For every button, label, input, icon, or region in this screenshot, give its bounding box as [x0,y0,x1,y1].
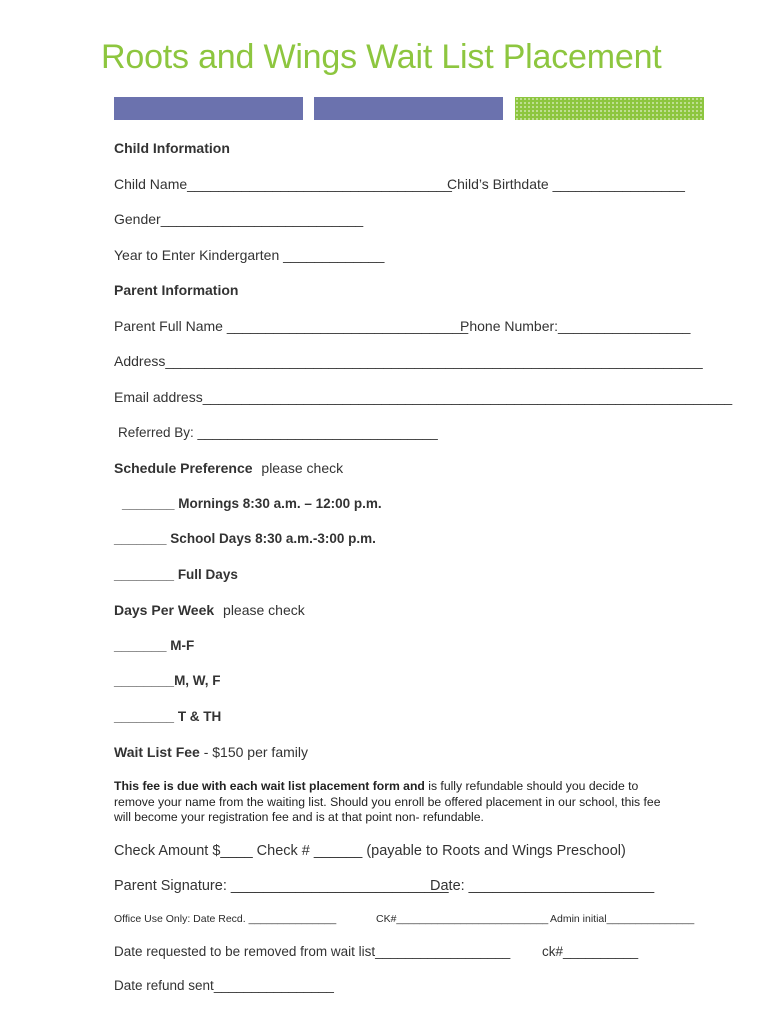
schedule-option-school-days[interactable]: _______ School Days 8:30 a.m.-3:00 p.m. [114,531,376,546]
removal-date-field[interactable]: Date requested to be removed from wait list__________________ [114,944,511,959]
parent-name-field[interactable]: Parent Full Name _______________________________ [114,318,469,334]
header-bar-blue-1 [114,97,303,120]
child-birthdate-field[interactable]: Child’s Birthdate _________________ [447,176,685,192]
child-name-field[interactable]: Child Name__________________________________ [114,176,452,192]
fee-amount: - $150 per family [199,744,308,760]
days-note: please check [223,602,305,618]
fee-note-bold: This fee is due with each wait list placement form and [114,779,425,793]
office-admin-initial-field[interactable]: Admin initial_______________ [550,913,695,925]
fee-row [114,744,308,760]
signature-date-field[interactable]: Date: _______________________ [430,878,655,894]
fee-note-line3: will become your registration fee and is at that point non- refundable. [114,810,484,824]
schedule-heading-row [114,460,343,476]
address-field[interactable]: Address_____________________________________________________________________ [114,353,703,369]
schedule-option-mornings[interactable]: _______ Mornings 8:30 a.m. – 12:00 p.m. [122,496,382,511]
days-heading-row [114,602,305,618]
removal-ck-field[interactable]: ck#__________ [542,944,639,959]
phone-field[interactable]: Phone Number:_________________ [460,318,691,334]
child-info-heading: Child Information [114,140,230,156]
kindergarten-year-field[interactable]: Year to Enter Kindergarten _____________ [114,247,385,263]
fee-heading: Wait List Fee [114,744,200,760]
email-field[interactable]: Email address____________________________________________________________________ [114,389,733,405]
fee-note [114,779,660,826]
gender-field[interactable]: Gender__________________________ [114,211,364,227]
schedule-note: please check [261,460,344,476]
fee-note-line2: remove your name from the waiting list. Should you enroll be offered placement in our school, this fee [114,794,661,809]
office-ck-field[interactable]: CK#__________________________ [376,913,549,925]
header-bar-blue-2 [314,97,503,120]
days-option-tth[interactable]: ________ T & TH [114,709,222,724]
referred-by-field[interactable]: Referred By: ________________________________ [118,425,438,440]
days-heading: Days Per Week [114,602,215,618]
header-bar-green [515,97,704,120]
parent-info-heading: Parent Information [114,282,239,298]
schedule-option-full-days[interactable]: ________ Full Days [114,567,238,582]
days-option-mwf[interactable]: ________M, W, F [114,673,221,688]
fee-note-line1: is fully refundable should you decide to [424,779,639,793]
parent-signature-field[interactable]: Parent Signature: ___________________________ [114,878,449,894]
schedule-heading: Schedule Preference [114,460,253,476]
days-option-mf[interactable]: _______ M-F [114,638,195,653]
check-amount-field[interactable]: Check Amount $____ Check # ______ (payable to Roots and Wings Preschool) [114,843,626,859]
refund-date-field[interactable]: Date refund sent________________ [114,978,334,993]
office-date-recd-field[interactable]: Office Use Only: Date Recd. _______________ [114,913,337,925]
page-title: Roots and Wings Wait List Placement [101,38,662,76]
